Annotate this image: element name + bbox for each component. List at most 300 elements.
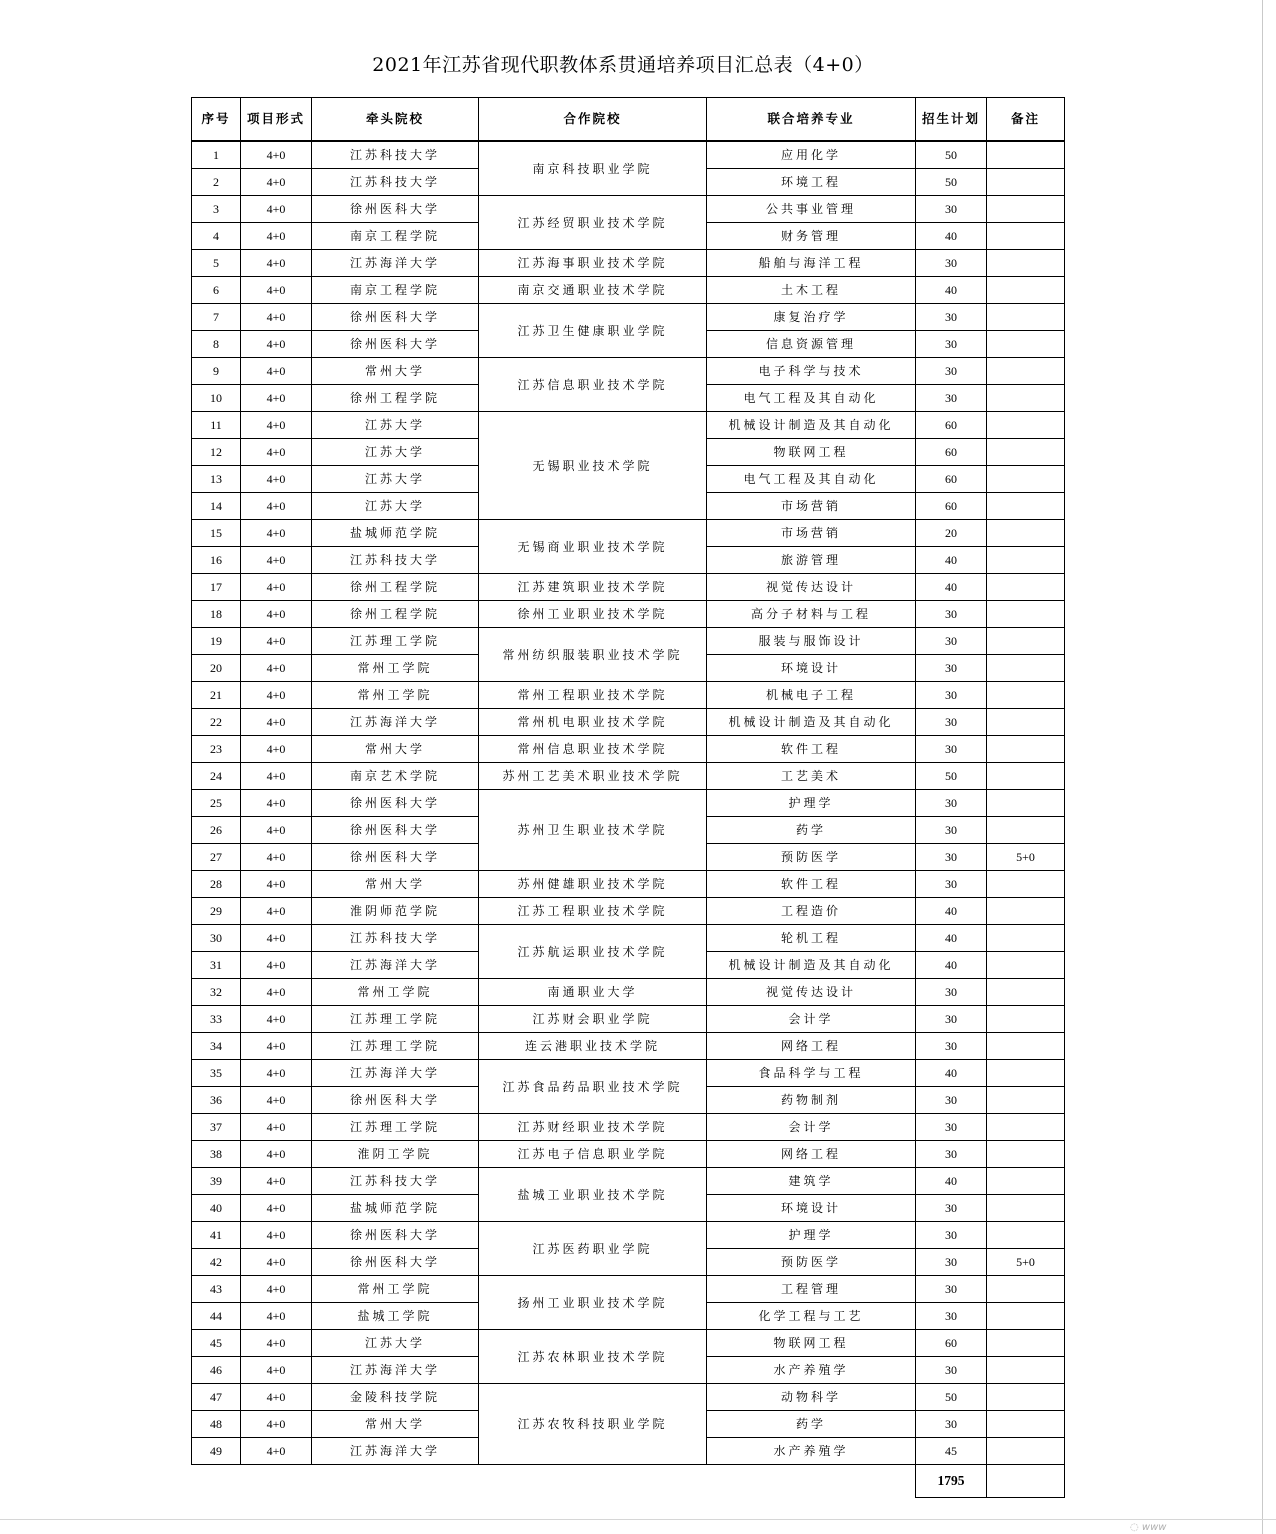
cell-partner-school: 江苏农牧科技职业学院 [479,1384,707,1465]
cell-partner-school: 江苏工程职业技术学院 [479,898,707,925]
cell-lead-school: 徐州医科大学 [312,1222,479,1249]
page-frame-bottom-edge [0,1519,1276,1520]
cell-seq: 48 [192,1411,241,1438]
cell-form: 4+0 [241,1114,312,1141]
table-row [192,979,1065,1006]
cell-note [987,169,1065,196]
cell-seq: 30 [192,925,241,952]
cell-seq: 47 [192,1384,241,1411]
cell-seq: 44 [192,1303,241,1330]
cell-form: 4+0 [241,439,312,466]
cell-form: 4+0 [241,331,312,358]
cell-lead-school: 淮阴师范学院 [312,898,479,925]
cell-partner-school: 无锡职业技术学院 [479,412,707,520]
cell-note [987,1330,1065,1357]
cell-seq: 29 [192,898,241,925]
cell-partner-school: 江苏财经职业技术学院 [479,1114,707,1141]
cell-form: 4+0 [241,898,312,925]
table-row [192,358,1065,385]
cell-lead-school: 南京工程学院 [312,277,479,304]
cell-note [987,250,1065,277]
cell-note: 5+0 [987,844,1065,871]
cell-form: 4+0 [241,871,312,898]
cell-form: 4+0 [241,1384,312,1411]
cell-note [987,736,1065,763]
cell-note [987,1195,1065,1222]
cell-plan: 30 [916,385,987,412]
cell-plan: 60 [916,466,987,493]
cell-lead-school: 常州大学 [312,1411,479,1438]
cell-form: 4+0 [241,493,312,520]
cell-major: 建筑学 [707,1168,916,1195]
table-row [192,1330,1065,1357]
cell-major: 食品科学与工程 [707,1060,916,1087]
cell-form: 4+0 [241,520,312,547]
cell-plan: 30 [916,1249,987,1276]
cell-partner-school: 常州工程职业技术学院 [479,682,707,709]
cell-plan: 30 [916,655,987,682]
cell-seq: 18 [192,601,241,628]
cell-note: 5+0 [987,1249,1065,1276]
cell-plan: 30 [916,1222,987,1249]
cell-form: 4+0 [241,385,312,412]
table-row [192,142,1065,169]
cell-note [987,952,1065,979]
cell-major: 旅游管理 [707,547,916,574]
cell-lead-school: 徐州医科大学 [312,844,479,871]
cell-plan: 40 [916,547,987,574]
table-row [192,574,1065,601]
cell-major: 环境设计 [707,1195,916,1222]
cell-partner-school: 连云港职业技术学院 [479,1033,707,1060]
cell-major: 船舶与海洋工程 [707,250,916,277]
cell-partner-school: 江苏海事职业技术学院 [479,250,707,277]
cell-partner-school: 盐城工业职业技术学院 [479,1168,707,1222]
cell-note [987,331,1065,358]
cell-major: 工程管理 [707,1276,916,1303]
cell-partner-school: 江苏电子信息职业学院 [479,1141,707,1168]
cell-partner-school: 常州纺织服装职业技术学院 [479,628,707,682]
cell-seq: 43 [192,1276,241,1303]
cell-plan: 50 [916,169,987,196]
cell-seq: 10 [192,385,241,412]
table-row [192,628,1065,655]
cell-seq: 33 [192,1006,241,1033]
cell-form: 4+0 [241,1168,312,1195]
cell-plan: 30 [916,331,987,358]
cell-form: 4+0 [241,736,312,763]
cell-seq: 3 [192,196,241,223]
cell-note [987,682,1065,709]
cell-plan: 40 [916,925,987,952]
cell-major: 预防医学 [707,844,916,871]
cell-lead-school: 徐州医科大学 [312,331,479,358]
cell-partner-school: 徐州工业职业技术学院 [479,601,707,628]
cell-major: 电气工程及其自动化 [707,385,916,412]
cell-lead-school: 徐州工程学院 [312,385,479,412]
cell-form: 4+0 [241,952,312,979]
table-row [192,790,1065,817]
cell-note [987,763,1065,790]
cell-form: 4+0 [241,601,312,628]
cell-major: 药学 [707,817,916,844]
cell-lead-school: 江苏科技大学 [312,169,479,196]
cell-plan: 30 [916,1141,987,1168]
cell-plan: 20 [916,520,987,547]
cell-form: 4+0 [241,574,312,601]
cell-lead-school: 常州大学 [312,736,479,763]
cell-major: 高分子材料与工程 [707,601,916,628]
cell-seq: 35 [192,1060,241,1087]
cell-lead-school: 江苏大学 [312,493,479,520]
cell-seq: 37 [192,1114,241,1141]
cell-note [987,223,1065,250]
cell-plan: 30 [916,682,987,709]
cell-form: 4+0 [241,1357,312,1384]
cell-major: 药物制剂 [707,1087,916,1114]
cell-seq: 31 [192,952,241,979]
cell-lead-school: 徐州医科大学 [312,817,479,844]
cell-form: 4+0 [241,277,312,304]
cell-note [987,1168,1065,1195]
cell-note [987,1060,1065,1087]
cell-note [987,871,1065,898]
cell-note [987,1384,1065,1411]
header-lead-school: 牵头院校 [312,98,479,141]
cell-major: 物联网工程 [707,439,916,466]
cell-seq: 12 [192,439,241,466]
page-frame-right-edge [1262,0,1263,1534]
cell-lead-school: 盐城工学院 [312,1303,479,1330]
cell-seq: 14 [192,493,241,520]
cell-seq: 15 [192,520,241,547]
cell-lead-school: 常州工学院 [312,979,479,1006]
header-plan: 招生计划 [916,98,987,141]
cell-form: 4+0 [241,1060,312,1087]
header-form: 项目形式 [241,98,312,141]
cell-plan: 30 [916,1303,987,1330]
cell-partner-school: 扬州工业职业技术学院 [479,1276,707,1330]
cell-plan: 30 [916,871,987,898]
cell-partner-school: 南京交通职业技术学院 [479,277,707,304]
cell-form: 4+0 [241,1411,312,1438]
table-row [192,1222,1065,1249]
table-row [192,1114,1065,1141]
cell-seq: 49 [192,1438,241,1465]
cell-note [987,898,1065,925]
cell-plan: 30 [916,790,987,817]
cell-seq: 34 [192,1033,241,1060]
cell-note [987,358,1065,385]
table-body [192,141,1065,1498]
cell-lead-school: 常州大学 [312,871,479,898]
cell-form: 4+0 [241,466,312,493]
cell-lead-school: 徐州医科大学 [312,196,479,223]
cell-partner-school: 苏州健雄职业技术学院 [479,871,707,898]
cell-major: 药学 [707,1411,916,1438]
cell-partner-school: 江苏医药职业学院 [479,1222,707,1276]
cell-plan: 60 [916,1330,987,1357]
cell-lead-school: 江苏海洋大学 [312,1357,479,1384]
cell-major: 水产养殖学 [707,1357,916,1384]
cell-note [987,817,1065,844]
table-row [192,871,1065,898]
page-title: 2021年江苏省现代职教体系贯通培养项目汇总表（4+0） [372,54,874,76]
cell-major: 软件工程 [707,871,916,898]
cell-note [987,628,1065,655]
table-row [192,601,1065,628]
cell-major: 视觉传达设计 [707,574,916,601]
cell-lead-school: 江苏大学 [312,439,479,466]
cell-seq: 19 [192,628,241,655]
cell-plan: 40 [916,1168,987,1195]
cell-seq: 41 [192,1222,241,1249]
cell-major: 电子科学与技术 [707,358,916,385]
cell-partner-school: 苏州卫生职业技术学院 [479,790,707,871]
cell-note [987,142,1065,169]
cell-lead-school: 江苏理工学院 [312,628,479,655]
cell-form: 4+0 [241,1087,312,1114]
cell-note [987,1303,1065,1330]
cell-major: 服装与服饰设计 [707,628,916,655]
cell-seq: 20 [192,655,241,682]
cell-plan: 60 [916,439,987,466]
cell-plan: 30 [916,844,987,871]
cell-seq: 23 [192,736,241,763]
cell-plan: 40 [916,952,987,979]
table-row [192,1006,1065,1033]
cell-seq: 2 [192,169,241,196]
cell-seq: 13 [192,466,241,493]
cell-seq: 24 [192,763,241,790]
table-row [192,520,1065,547]
cell-lead-school: 常州大学 [312,358,479,385]
cell-plan: 60 [916,412,987,439]
cell-lead-school: 江苏大学 [312,1330,479,1357]
cell-form: 4+0 [241,1276,312,1303]
cell-note [987,412,1065,439]
cell-seq: 17 [192,574,241,601]
cell-seq: 6 [192,277,241,304]
cell-plan: 40 [916,898,987,925]
cell-note [987,493,1065,520]
cell-form: 4+0 [241,925,312,952]
cell-partner-school: 江苏财会职业学院 [479,1006,707,1033]
table-row [192,925,1065,952]
cell-form: 4+0 [241,1438,312,1465]
cell-plan: 30 [916,358,987,385]
cell-note [987,277,1065,304]
cell-major: 市场营销 [707,520,916,547]
cell-seq: 46 [192,1357,241,1384]
cell-note [987,196,1065,223]
cell-major: 环境设计 [707,655,916,682]
cell-seq: 11 [192,412,241,439]
header-partner-school: 合作院校 [479,98,707,141]
cell-plan: 30 [916,304,987,331]
cell-plan: 30 [916,709,987,736]
cell-note [987,1357,1065,1384]
cell-lead-school: 江苏科技大学 [312,547,479,574]
table-row [192,1276,1065,1303]
cell-seq: 7 [192,304,241,331]
cell-partner-school: 江苏农林职业技术学院 [479,1330,707,1384]
cell-note [987,1438,1065,1465]
cell-partner-school: 江苏卫生健康职业学院 [479,304,707,358]
cell-lead-school: 江苏海洋大学 [312,709,479,736]
cell-seq: 1 [192,142,241,169]
cell-lead-school: 江苏海洋大学 [312,1438,479,1465]
header-note: 备注 [987,98,1065,141]
cell-major: 电气工程及其自动化 [707,466,916,493]
cell-form: 4+0 [241,817,312,844]
cell-form: 4+0 [241,1222,312,1249]
cell-note [987,1222,1065,1249]
cell-plan: 60 [916,493,987,520]
cell-major: 轮机工程 [707,925,916,952]
cell-form: 4+0 [241,358,312,385]
table-row [192,1384,1065,1411]
cell-seq: 4 [192,223,241,250]
cell-seq: 9 [192,358,241,385]
table-row [192,196,1065,223]
cell-seq: 38 [192,1141,241,1168]
cell-plan: 40 [916,1060,987,1087]
cell-lead-school: 徐州工程学院 [312,574,479,601]
cell-lead-school: 徐州医科大学 [312,1087,479,1114]
cell-major: 机械设计制造及其自动化 [707,952,916,979]
cell-partner-school: 江苏航运职业技术学院 [479,925,707,979]
cell-partner-school: 苏州工艺美术职业技术学院 [479,763,707,790]
cell-seq: 40 [192,1195,241,1222]
cell-plan: 30 [916,1411,987,1438]
cell-lead-school: 江苏科技大学 [312,1168,479,1195]
cell-lead-school: 徐州工程学院 [312,601,479,628]
cell-seq: 39 [192,1168,241,1195]
cell-major: 应用化学 [707,142,916,169]
cell-seq: 22 [192,709,241,736]
cell-major: 工程造价 [707,898,916,925]
cell-plan: 30 [916,979,987,1006]
cell-lead-school: 徐州医科大学 [312,304,479,331]
cell-lead-school: 金陵科技学院 [312,1384,479,1411]
cell-lead-school: 盐城师范学院 [312,520,479,547]
cell-note [987,547,1065,574]
cell-lead-school: 江苏理工学院 [312,1033,479,1060]
cell-major: 视觉传达设计 [707,979,916,1006]
cell-plan: 30 [916,1006,987,1033]
cell-major: 软件工程 [707,736,916,763]
header-major: 联合培养专业 [707,98,916,141]
cell-form: 4+0 [241,412,312,439]
cell-lead-school: 徐州医科大学 [312,1249,479,1276]
cell-lead-school: 江苏科技大学 [312,142,479,169]
cell-form: 4+0 [241,709,312,736]
cell-form: 4+0 [241,1303,312,1330]
cell-partner-school: 江苏信息职业技术学院 [479,358,707,412]
table-row [192,250,1065,277]
cell-partner-school: 常州机电职业技术学院 [479,709,707,736]
cell-form: 4+0 [241,628,312,655]
cell-note [987,520,1065,547]
cell-seq: 42 [192,1249,241,1276]
cell-lead-school: 淮阴工学院 [312,1141,479,1168]
cell-major: 物联网工程 [707,1330,916,1357]
cell-plan: 30 [916,628,987,655]
cell-major: 水产养殖学 [707,1438,916,1465]
cell-form: 4+0 [241,250,312,277]
cell-major: 动物科学 [707,1384,916,1411]
table-row [192,763,1065,790]
cell-note [987,1087,1065,1114]
cell-lead-school: 常州工学院 [312,682,479,709]
cell-form: 4+0 [241,1006,312,1033]
cell-plan: 30 [916,1087,987,1114]
cell-note [987,304,1065,331]
cell-plan: 40 [916,277,987,304]
table-row [192,736,1065,763]
cell-plan: 30 [916,1114,987,1141]
cell-lead-school: 南京工程学院 [312,223,479,250]
cell-lead-school: 常州工学院 [312,655,479,682]
total-row [192,1465,1065,1498]
cell-note [987,979,1065,1006]
cell-major: 环境工程 [707,169,916,196]
total-note-cell [987,1465,1065,1498]
cell-major: 机械电子工程 [707,682,916,709]
cell-seq: 45 [192,1330,241,1357]
cell-plan: 30 [916,1357,987,1384]
cell-seq: 36 [192,1087,241,1114]
cell-plan: 30 [916,736,987,763]
cell-seq: 25 [192,790,241,817]
summary-table [191,97,1065,1498]
cell-form: 4+0 [241,790,312,817]
cell-lead-school: 江苏海洋大学 [312,1060,479,1087]
cell-major: 市场营销 [707,493,916,520]
cell-plan: 40 [916,223,987,250]
cell-seq: 16 [192,547,241,574]
table-row [192,1060,1065,1087]
cell-form: 4+0 [241,844,312,871]
cell-major: 预防医学 [707,1249,916,1276]
cell-note [987,790,1065,817]
cell-note [987,1114,1065,1141]
cell-form: 4+0 [241,655,312,682]
cell-partner-school: 南通职业大学 [479,979,707,1006]
cell-major: 会计学 [707,1006,916,1033]
cell-lead-school: 常州工学院 [312,1276,479,1303]
cell-note [987,1141,1065,1168]
cell-major: 网络工程 [707,1033,916,1060]
table-row [192,709,1065,736]
cell-major: 机械设计制造及其自动化 [707,709,916,736]
cell-seq: 21 [192,682,241,709]
table-row [192,412,1065,439]
cell-plan: 50 [916,1384,987,1411]
cell-major: 信息资源管理 [707,331,916,358]
total-plan-cell: 1795 [916,1465,987,1498]
cell-partner-school: 江苏经贸职业技术学院 [479,196,707,250]
cell-lead-school: 盐城师范学院 [312,1195,479,1222]
cell-plan: 50 [916,142,987,169]
cell-plan: 30 [916,1033,987,1060]
cell-form: 4+0 [241,1195,312,1222]
cell-plan: 30 [916,601,987,628]
cell-seq: 28 [192,871,241,898]
cell-form: 4+0 [241,763,312,790]
cell-lead-school: 江苏大学 [312,412,479,439]
